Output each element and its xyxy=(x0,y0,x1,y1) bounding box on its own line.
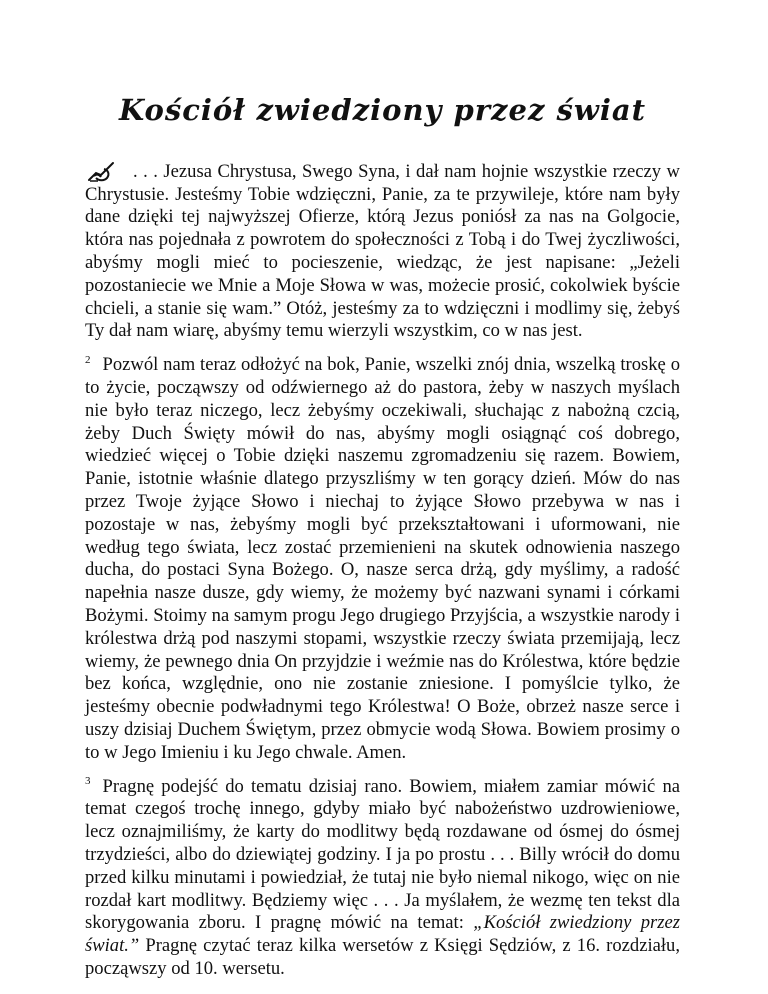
paragraph-1 xyxy=(85,161,680,343)
page-title: Kościół zwiedziony przez świat xyxy=(118,93,647,127)
document-page xyxy=(85,95,680,992)
paragraph-2-text: Pozwól nam teraz odłożyć na bok, Panie, wszelki znój dnia, wszelką troskę o to życie, począwszy od odźwiernego aż do pastora, żeby w naszych myślach nie było teraz niczego, lecz żebyśmy oczekiwali, słuchając z nabożną czcią, żeby Duch Święty mówił do nas, abyśmy mogli osiągnąć coś dobrego, wiedzieć więcej o Tobie dzięki naszemu zgromadzeniu się razem. Bowiem, Panie, istotnie właśnie dlatego przyszliśmy w ten gorący dzień. Mów do nas przez Twoje żyjące Słowo i niechaj to żyjące Słowo przebywa w nas i pozostaje w nas, żebyśmy mogli być przekształtowani i uformowani, nie według tego świata, lecz zostać przemienieni na skutek odnowienia naszego ducha, do postaci Syna Bożego. O, nasze serca drżą, gdy myślimy, a radość napełnia nasze dusze, gdy wiemy, że możemy być nazwani synami i córkami Bożymi. Stoimy na samym progu Jego drugiego Przyjścia, a wszystkie narody i królestwa drżą pod naszymi stopami, wszystkie rzeczy świata przemijają, lecz wiemy, że pewnego dnia On przyjdzie i weźmie nas do Królestwa, które będzie bez końca, względnie, ono nie zostanie zniesione. I pomyślcie tylko, że jesteśmy obecnie podwładnymi tego Królestwa! O Boże, obrzeż nasze serce i uszy dzisiaj Duchem Świętym, przez obmycie wodą Słowa. Bowiem prosimy o to w Jego Imieniu i ku Jego chwale. Amen. xyxy=(85,354,680,763)
paragraph-number: 2 xyxy=(85,354,91,367)
sermon-title-quote: „Kościół zwiedziony przez świat.” xyxy=(85,912,680,957)
paragraph-3-text-after: Pragnę czytać teraz kilka wersetów z Księgi Sędziów, z 16. rozdziału, począwszy od 10. wersetu. xyxy=(85,935,680,979)
paragraph-1-text: . . . Jezusa Chrystusa, Swego Syna, i dał nam hojnie wszystkie rzeczy w Chrystusie. Jesteśmy Tobie wdzięczni, Panie, za te przywileje, które nam były dane dzięki tej najwyższej Ofierze, którą Jezus poniósł za nas na Golgocie, która nas pojednała z powrotem do społeczności z Tobą i do Twej życzliwości, abyśmy mogli mieć to pocieszenie, wiedząc, że jest napisane: „Jeżeli pozostaniecie we Mnie a Moje Słowa w was, możecie prosić, cokolwiek byście chcieli, a stanie się wam.” Otóż, jesteśmy za to wdzięczni i modlimy się, żebyś Ty dał nam wiarę, abyśmy temu wierzyli wszystkim, co w nas jest. xyxy=(85,160,680,342)
paragraph-2 xyxy=(85,354,680,764)
hand-writing-icon xyxy=(86,161,116,183)
paragraph-number: 3 xyxy=(85,775,91,788)
paragraph-3-text-before: Pragnę podejść do tematu dzisiaj rano. Bowiem, miałem zamiar mówić na temat czegoś trochę innego, gdyby miało być nabożeństwo uzdrowieniowe, lecz oznajmiliśmy, że karty do modlitwy będą rozdawane od ósmej do ósmej trzydzieści, albo do dziewiątej godziny. I ja po prostu . . . Billy wrócił do domu przed kilku minutami i powiedział, że tutaj nie było niemal nikogo, więc on nie rozdał kart modlitwy. Będziemy więc . . . Ja myślałem, że wezmę ten tekst dla skorygowania zboru. I pragnę mówić na temat: xyxy=(85,775,680,934)
paragraph-3 xyxy=(85,776,680,981)
